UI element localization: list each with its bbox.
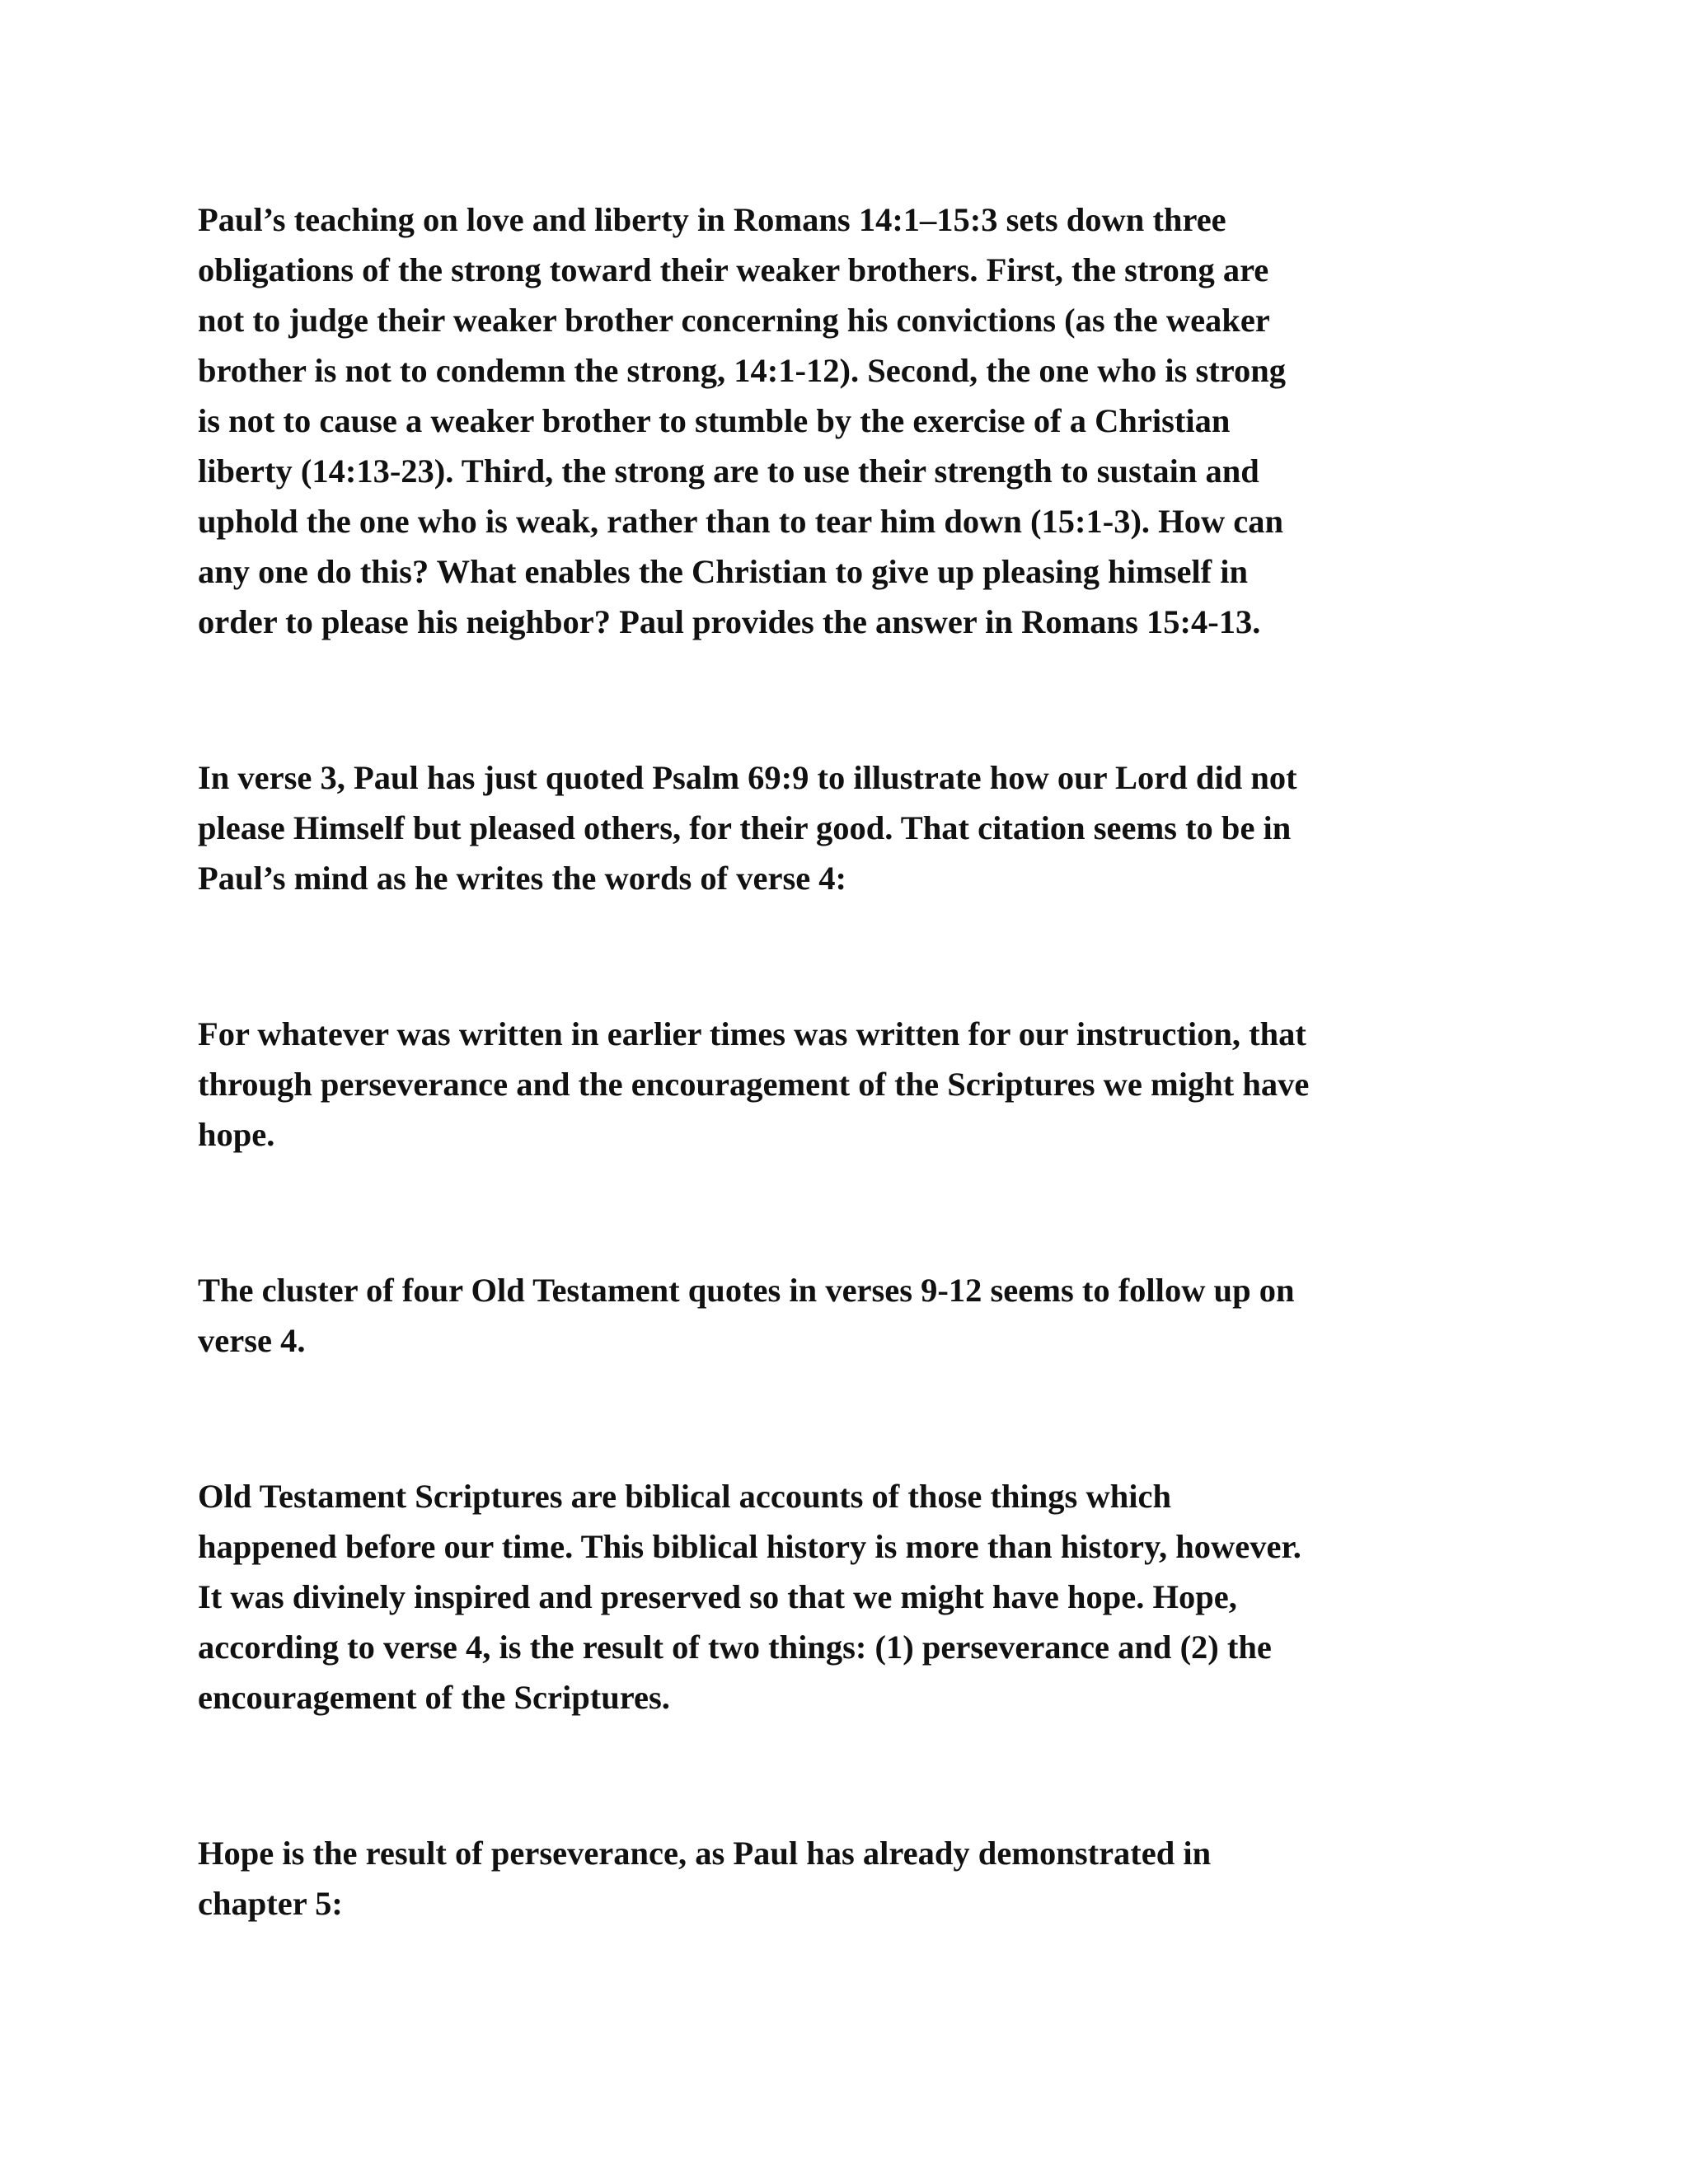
- paragraph-old-testament: Old Testament Scriptures are biblical accounts of those things which happened before our time. This biblical history is more than history, however. It was divinely inspired and preserved so that we might have hope. Hope, according to verse 4, is the result of two things: (1) perseverance and (2) the encouragement of the Scriptures.: [198, 1478, 1301, 1716]
- document-body: [198, 194, 1525, 2034]
- paragraph-quote-verse-4: For whatever was written in earlier times was written for our instruction, that through perseverance and the encouragement of the Scriptures we might have hope.: [198, 1015, 1310, 1153]
- paragraph-cluster-quotes: The cluster of four Old Testament quotes in verses 9-12 seems to follow up on verse 4.: [198, 1272, 1295, 1359]
- paragraph-intro: Paul’s teaching on love and liberty in Romans 14:1–15:3 sets down three obligations of the strong toward their weaker brothers. First, the strong are not to judge their weaker brother concerning his convictions (as the weaker brother is not to condemn the strong, 14:1-12). Second, the one who is strong is not to cause a weaker brother to stumble by the exercise of a Christian liberty (14:13-23). Third, the strong are to use their strength to sustain and uphold the one who is weak, rather than to tear him down (15:1-3). How can any one do this? What enables the Christian to give up pleasing himself in order to please his neighbor? Paul provides the answer in Romans 15:4-13.: [198, 201, 1287, 640]
- paragraph-hope-perseverance: Hope is the result of perseverance, as Paul has already demonstrated in chapter 5:: [198, 1835, 1212, 1922]
- paragraph-verse-3: In verse 3, Paul has just quoted Psalm 69:9 to illustrate how our Lord did not please Himself but pleased others, for their good. That citation seems to be in Paul’s mind as he writes the words of verse 4:: [198, 759, 1297, 897]
